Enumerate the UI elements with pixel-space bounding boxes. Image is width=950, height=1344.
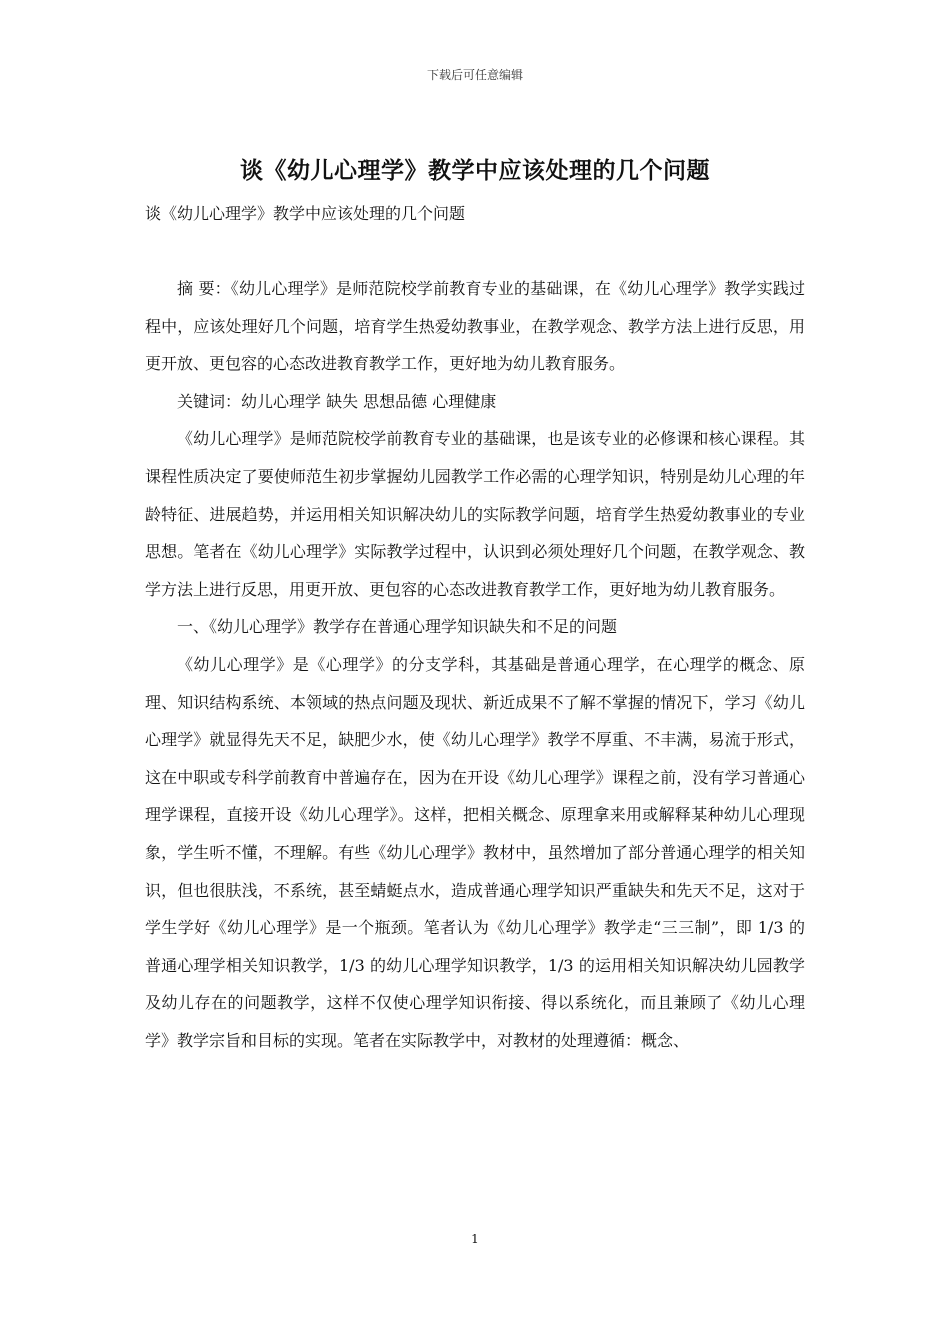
keywords-line: 关键词：幼儿心理学 缺失 思想品德 心理健康: [177, 391, 497, 411]
document-subtitle: 谈《幼儿心理学》教学中应该处理的几个问题: [145, 204, 466, 223]
document-body: [145, 270, 805, 1059]
body-paragraph-2: 《幼儿心理学》是《心理学》的分支学科，其基础是普通心理学，在心理学的概念、原理、知识结构系统、本领域的热点问题及现状、新近成果不了解不掌握的情况下，学习《幼儿心理学》就显得先天不足，缺肥少水，使《幼儿心理学》教学不厚重、不丰满，易流于形式，这在中职或专科学前教育中普遍存在，因为在开设《幼儿心理学》课程之前，没有学习普通心理学课程，直接开设《幼儿心理学》。这样，把相关概念、原理拿来用或解释某种幼儿心理现象，学生听不懂，不理解。有些《幼儿心理学》教材中，虽然增加了部分普通心理学的相关知识，但也很肤浅，不系统，甚至蜻蜓点水，造成普通心理学知识严重缺失和先天不足，这对于学生学好《幼儿心理学》是一个瓶颈。笔者认为《幼儿心理学》教学走“三三制”，即 1/3 的普通心理学相关知识教学，1/3 的幼儿心理学知识教学，1/3 的运用相关知识解决幼儿园教学及幼儿存在的问题教学，这样不仅使心理学知识衔接、得以系统化，而且兼顾了《幼儿心理学》教学宗旨和目标的实现。笔者在实际教学中，对教材的处理遵循：概念、: [145, 654, 805, 1050]
abstract-paragraph: 摘 要：《幼儿心理学》是师范院校学前教育专业的基础课，在《幼儿心理学》教学实践过程中，应该处理好几个问题，培育学生热爱幼教事业，在教学观念、教学方法上进行反思，用更开放、更包容的心态改进教育教学工作，更好地为幼儿教育服务。: [145, 279, 805, 374]
page-number: 1: [471, 1232, 479, 1246]
section-heading-1: 一、《幼儿心理学》教学存在普通心理学知识缺失和不足的问题: [177, 617, 618, 637]
header-note: 下载后可任意编辑: [426, 68, 523, 82]
body-paragraph-1: 《幼儿心理学》是师范院校学前教育专业的基础课，也是该专业的必修课和核心课程。其课程性质决定了要使师范生初步掌握幼儿园教学工作必需的心理学知识，特别是幼儿心理的年龄特征、进展趋势，并运用相关知识解决幼儿的实际教学问题，培育学生热爱幼教事业的专业思想。笔者在《幼儿心理学》实际教学过程中，认识到必须处理好几个问题，在教学观念、教学方法上进行反思，用更开放、更包容的心态改进教育教学工作，更好地为幼儿教育服务。: [145, 429, 805, 599]
document-title: 谈《幼儿心理学》教学中应该处理的几个问题: [240, 157, 710, 184]
